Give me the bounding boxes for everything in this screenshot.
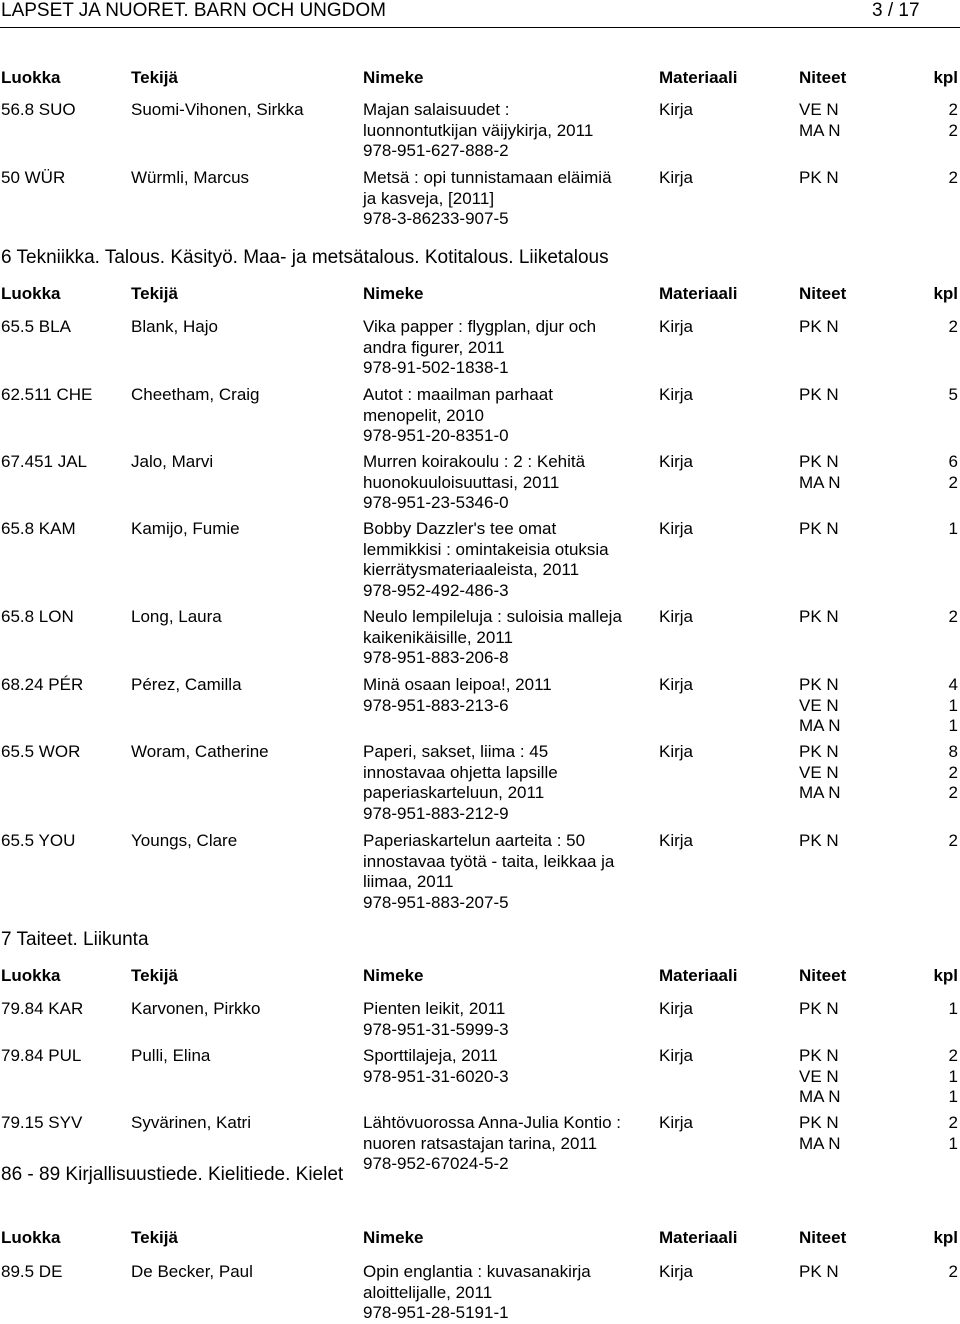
entry-title-line: 978-952-67024-5-2 [363,1154,509,1173]
column-header-kpl: kpl [933,68,958,87]
entry-notes [799,385,839,406]
entry-copy-count: 2 [948,762,958,782]
entry-copy-count: 1 [948,716,958,735]
entry-material: Kirja [659,675,694,694]
column-header-tekija: Tekijä [131,966,178,985]
entry-title-line: 978-951-883-207-5 [363,892,509,912]
entry-class: 56.8 SUO [1,100,76,119]
entry-kpl [949,607,958,628]
entry-notes [799,1262,839,1283]
entry-title [363,1262,653,1324]
entry-material: Kirja [659,385,694,404]
column-header-niteet: Niteet [799,966,847,985]
entry-copy-count: 4 [948,675,958,694]
entry-title-line: luonnontutkijan väijykirja, 2011 [363,120,594,140]
entry-notes [799,999,839,1020]
entry-copy-count: 1 [948,999,958,1018]
entry-author: Blank, Hajo [131,317,218,336]
entry-title-line: kierrätysmateriaaleista, 2011 [363,560,580,579]
entry-title-line: andra figurer, 2011 [363,337,505,357]
entry-copy-count: 2 [948,317,958,336]
column-header-kpl: kpl [933,1228,958,1247]
entry-notes [799,168,839,189]
entry-copy-count: 1 [948,1066,958,1086]
entry-title [363,168,653,230]
entry-author: Cheetham, Craig [131,385,260,404]
entry-title-line: Pienten leikit, 2011 [363,999,506,1018]
entry-title-line: Majan salaisuudet : [363,100,510,119]
entry-material: Kirja [659,607,694,626]
entry-title-line: 978-91-502-1838-1 [363,358,509,377]
entry-title-line: 978-951-31-5999-3 [363,1019,509,1039]
entry-notes [799,519,839,540]
entry-title-line: 978-951-31-6020-3 [363,1066,509,1086]
entry-kpl [949,519,958,540]
entry-title-line: Paperi, sakset, liima : 45 [363,742,549,761]
entry-material: Kirja [659,519,694,538]
entry-author: Kamijo, Fumie [131,519,240,538]
entry-note: MA N [799,716,841,735]
column-header-materiaali: Materiaali [659,966,738,985]
entry-title-line: innostavaa työtä - taita, leikkaa ja [363,851,615,871]
entry-material: Kirja [659,168,694,187]
column-header-niteet: Niteet [799,1228,847,1247]
entry-title-line: 978-951-23-5346-0 [363,493,509,512]
entry-material: Kirja [659,999,694,1018]
entry-material: Kirja [659,742,694,761]
column-header-nimeke: Nimeke [363,284,424,303]
column-header-luokka: Luokka [1,966,61,985]
column-header-row [0,68,960,88]
entry-title-line: menopelit, 2010 [363,405,484,425]
entry-note: PK N [799,452,839,471]
section-title: 86 - 89 Kirjallisuustiede. Kielitiede. Kielet [1,1164,344,1185]
entry-kpl [949,100,958,141]
entry-class: 79.84 KAR [1,999,84,1018]
entry-title-line: paperiaskarteluun, 2011 [363,783,545,802]
entry-title-line: 978-951-28-5191-1 [363,1303,509,1322]
entry-notes [799,607,839,628]
column-header-luokka: Luokka [1,284,61,303]
entry-notes [799,831,839,852]
entry-author: Würmli, Marcus [131,168,250,187]
entry-kpl [949,385,958,406]
page-header [0,0,960,22]
entry-note: MA N [799,1087,841,1106]
entry-title-line: 978-951-627-888-2 [363,141,509,160]
entry-author: Karvonen, Pirkko [131,999,261,1018]
entry-note: MA N [799,1133,841,1153]
column-header-nimeke: Nimeke [363,966,424,985]
entry-title [363,100,653,162]
entry-note: PK N [799,385,839,404]
entry-class: 67.451 JAL [1,452,88,471]
column-header-nimeke: Nimeke [363,1228,424,1247]
entry-class: 65.8 KAM [1,519,76,538]
entry-title [363,742,653,824]
entry-title [363,519,653,601]
entry-author: Long, Laura [131,607,222,626]
entry-title-line: Sporttilajeja, 2011 [363,1046,498,1065]
entry-note: PK N [799,519,839,538]
entry-title-line: ja kasveja, [2011] [363,188,495,208]
entry-title-line: Opin englantia : kuvasanakirja [363,1262,591,1281]
column-header-niteet: Niteet [799,68,847,87]
entry-copy-count: 2 [948,1046,958,1065]
entry-title-line: Autot : maailman parhaat [363,385,553,404]
entry-kpl [949,742,958,804]
entry-copy-count: 6 [948,452,958,471]
entry-title-line: lemmikkisi : omintakeisia otuksia [363,539,609,559]
entry-copy-count: 2 [948,472,958,492]
entry-note: PK N [799,999,839,1018]
entry-title-line: Paperiaskartelun aarteita : 50 [363,831,586,850]
entry-author: Pulli, Elina [131,1046,211,1065]
entry-note: VE N [799,100,839,119]
column-header-nimeke: Nimeke [363,68,424,87]
entry-copy-count: 1 [948,519,958,538]
entry-title [363,1046,653,1087]
entry-notes [799,1046,841,1108]
entry-material: Kirja [659,831,694,850]
entry-note: PK N [799,742,839,761]
entry-notes [799,317,839,338]
column-header-materiaali: Materiaali [659,68,738,87]
entry-title-line: aloittelijalle, 2011 [363,1282,493,1302]
entry-note: PK N [799,1113,839,1132]
entry-title [363,607,653,669]
entry-notes [799,675,841,737]
entry-copy-count: 1 [948,1087,958,1106]
column-header-row [0,966,960,986]
entry-copy-count: 5 [948,385,958,404]
entry-note: PK N [799,168,839,187]
entry-material: Kirja [659,317,694,336]
column-header-luokka: Luokka [1,68,61,87]
entry-kpl [949,675,958,737]
entry-copy-count: 2 [948,100,958,119]
entry-material: Kirja [659,1262,694,1281]
entry-copy-count: 8 [948,742,958,761]
entry-class: 50 WÜR [1,168,66,187]
entry-kpl [949,1113,958,1154]
entry-author: Jalo, Marvi [131,452,214,471]
entry-note: PK N [799,607,839,626]
entry-material: Kirja [659,1046,694,1065]
entry-kpl [949,999,958,1020]
entry-note: PK N [799,675,839,694]
entry-title-line: Minä osaan leipoa!, 2011 [363,675,552,694]
column-header-kpl: kpl [933,284,958,303]
column-header-materiaali: Materiaali [659,284,738,303]
entry-notes [799,100,841,141]
entry-title-line: innostavaa ohjetta lapsille [363,762,558,782]
entry-class: 62.511 CHE [1,385,93,404]
column-header-materiaali: Materiaali [659,1228,738,1247]
entry-notes [799,452,841,493]
entry-kpl [949,168,958,189]
entry-copy-count: 2 [948,1113,958,1132]
entry-copy-count: 2 [948,1262,958,1281]
entry-title-line: 978-951-883-213-6 [363,695,509,715]
entry-copy-count: 2 [948,120,958,140]
entry-title [363,452,653,514]
entry-copy-count: 1 [948,695,958,715]
entry-note: MA N [799,783,841,802]
entry-note: PK N [799,831,839,850]
entry-author: De Becker, Paul [131,1262,253,1281]
entry-copy-count: 2 [948,831,958,850]
entry-author: Youngs, Clare [131,831,238,850]
entry-title [363,1113,653,1175]
entry-kpl [949,831,958,852]
entry-title-line: 978-951-883-206-8 [363,648,509,667]
entry-note: MA N [799,472,841,492]
entry-notes [799,1113,841,1154]
entry-title-line: Metsä : opi tunnistamaan eläimiä [363,168,612,187]
entry-title-line: liimaa, 2011 [363,872,454,891]
page-number: 3 / 17 [872,0,920,21]
column-header-kpl: kpl [933,966,958,985]
entry-note: PK N [799,1262,839,1281]
column-header-tekija: Tekijä [131,68,178,87]
column-header-tekija: Tekijä [131,1228,178,1247]
entry-title-line: 978-3-86233-907-5 [363,209,509,228]
entry-title-line: 978-952-492-486-3 [363,580,509,600]
entry-title [363,999,653,1040]
entry-title-line: 978-951-883-212-9 [363,803,509,823]
section-title: 7 Taiteet. Liikunta [1,929,149,950]
entry-title [363,675,653,716]
entry-title-line: kaikenikäisille, 2011 [363,627,513,647]
entry-class: 65.8 LON [1,607,74,626]
entry-kpl [949,317,958,338]
entry-author: Syvärinen, Katri [131,1113,251,1132]
entry-title-line: Neulo lempileluja : suloisia malleja [363,607,622,626]
entry-title-line: nuoren ratsastajan tarina, 2011 [363,1133,598,1153]
entry-notes [799,742,841,804]
entry-title [363,385,653,447]
entry-material: Kirja [659,100,694,119]
entry-title [363,317,653,379]
entry-class: 79.84 PUL [1,1046,82,1065]
entry-author: Suomi-Vihonen, Sirkka [131,100,304,119]
column-header-row [0,284,960,304]
entry-title-line: Vika papper : flygplan, djur och [363,317,597,336]
entry-material: Kirja [659,452,694,471]
column-header-niteet: Niteet [799,284,847,303]
header-rule [0,27,960,28]
entry-copy-count: 2 [948,607,958,626]
entry-material: Kirja [659,1113,694,1132]
entry-author: Pérez, Camilla [131,675,242,694]
column-header-tekija: Tekijä [131,284,178,303]
entry-class: 65.5 WOR [1,742,81,761]
entry-copy-count: 2 [948,168,958,187]
entry-copy-count: 1 [948,1133,958,1153]
column-header-row [0,1228,960,1248]
entry-title-line: huonokuuloisuuttasi, 2011 [363,472,560,492]
entry-title-line: Bobby Dazzler's tee omat [363,519,557,538]
entry-class: 68.24 PÉR [1,675,84,694]
entry-class: 79.15 SYV [1,1113,83,1132]
entry-title-line: 978-951-20-8351-0 [363,426,509,445]
entry-class: 65.5 YOU [1,831,76,850]
section-title: 6 Tekniikka. Talous. Käsityö. Maa- ja metsätalous. Kotitalous. Liiketalous [1,247,609,268]
page-title: LAPSET JA NUORET. BARN OCH UNGDOM [1,0,386,21]
entry-kpl [949,1262,958,1283]
entry-note: VE N [799,762,839,782]
entry-note: PK N [799,317,839,336]
entry-note: VE N [799,695,839,715]
entry-title [363,831,653,913]
entry-title-line: Lähtövuorossa Anna-Julia Kontio : [363,1113,622,1132]
entry-class: 65.5 BLA [1,317,71,336]
entry-note: VE N [799,1066,839,1086]
entry-note: MA N [799,120,841,140]
entry-kpl [949,1046,958,1108]
entry-copy-count: 2 [948,783,958,802]
entry-author: Woram, Catherine [131,742,269,761]
entry-class: 89.5 DE [1,1262,63,1281]
column-header-luokka: Luokka [1,1228,61,1247]
entry-title-line: Murren koirakoulu : 2 : Kehitä [363,452,586,471]
entry-kpl [949,452,958,493]
entry-note: PK N [799,1046,839,1065]
